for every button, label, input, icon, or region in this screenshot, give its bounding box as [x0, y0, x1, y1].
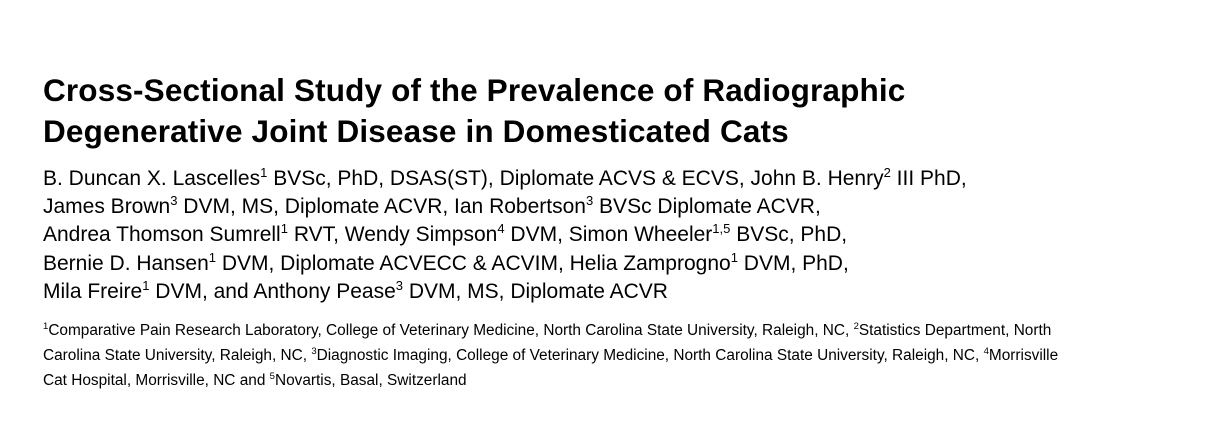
affiliation-marker: 1,5 — [712, 221, 731, 237]
affiliation-marker: 1 — [730, 249, 738, 265]
affiliation-marker: 2 — [883, 164, 891, 180]
title-line-1: Cross-Sectional Study of the Prevalence of Radiographic — [43, 72, 906, 108]
affiliation-line-3 — [43, 368, 1058, 393]
affiliations — [43, 318, 1058, 393]
affiliation-text: Cat Hospital, Morrisville, NC and — [43, 372, 270, 389]
affiliation-marker: 1 — [260, 164, 268, 180]
author-text: DVM, and Anthony Pease — [149, 279, 396, 303]
affiliation-marker: 1 — [208, 249, 217, 265]
author-text: BVSc, PhD, DSAS(ST), Diplomate ACVS & ECVS, John B. Henry — [267, 167, 884, 190]
author-text: James Brown — [43, 195, 171, 219]
author-line-2 — [43, 193, 967, 221]
author-list — [43, 165, 967, 306]
paper-title — [43, 70, 905, 152]
author-text: DVM, MS, Diplomate ACVR — [403, 279, 668, 303]
author-line-4 — [43, 250, 967, 278]
affiliation-marker: 5 — [269, 371, 275, 383]
author-text: BVSc Diplomate ACVR, — [593, 195, 821, 219]
affiliation-marker: 1 — [142, 277, 150, 293]
author-text: III PhD, — [890, 167, 967, 190]
affiliation-marker: 3 — [585, 193, 594, 209]
title-line-2: Degenerative Joint Disease in Domesticated Cats — [43, 113, 789, 149]
author-text: B. Duncan X. Lascelles — [43, 167, 261, 190]
author-text: BVSc, PhD, — [730, 223, 848, 247]
author-text: DVM, PhD, — [737, 251, 849, 275]
affiliation-marker: 1 — [280, 221, 288, 237]
affiliation-marker: 3 — [311, 346, 317, 358]
author-text: DVM, MS, Diplomate ACVR, Ian Robertson — [177, 195, 586, 219]
affiliation-text: Morrisville — [988, 347, 1059, 364]
author-text: RVT, Wendy Simpson — [287, 223, 498, 247]
affiliation-marker: 4 — [983, 346, 989, 358]
affiliation-text: Comparative Pain Research Laboratory, College of Veterinary Medicine, North Carolina State University, Raleigh, NC, — [48, 322, 854, 339]
author-text: DVM, Simon Wheeler — [504, 223, 713, 247]
author-text: Andrea Thomson Sumrell — [43, 223, 281, 247]
author-line-5 — [43, 278, 967, 306]
author-text: Mila Freire — [43, 279, 143, 303]
author-line-3 — [43, 221, 967, 249]
affiliation-marker: 3 — [395, 277, 404, 293]
affiliation-line-1 — [43, 318, 1058, 343]
affiliation-line-2 — [43, 343, 1058, 368]
affiliation-text: Statistics Department, North — [858, 322, 1052, 339]
affiliation-text: Diagnostic Imaging, College of Veterinary Medicine, North Carolina State University, Raleigh, NC, — [316, 347, 984, 364]
affiliation-text: Novartis, Basal, Switzerland — [274, 372, 467, 389]
author-text: Bernie D. Hansen — [43, 251, 209, 275]
affiliation-marker: 3 — [170, 193, 178, 209]
affiliation-marker: 4 — [497, 221, 505, 237]
affiliation-text: Carolina State University, Raleigh, NC, — [43, 347, 312, 364]
affiliation-marker: 2 — [853, 321, 859, 333]
author-line-1 — [43, 165, 967, 193]
affiliation-marker: 1 — [43, 321, 49, 333]
author-text: DVM, Diplomate ACVECC & ACVIM, Helia Zamprogno — [216, 251, 731, 275]
